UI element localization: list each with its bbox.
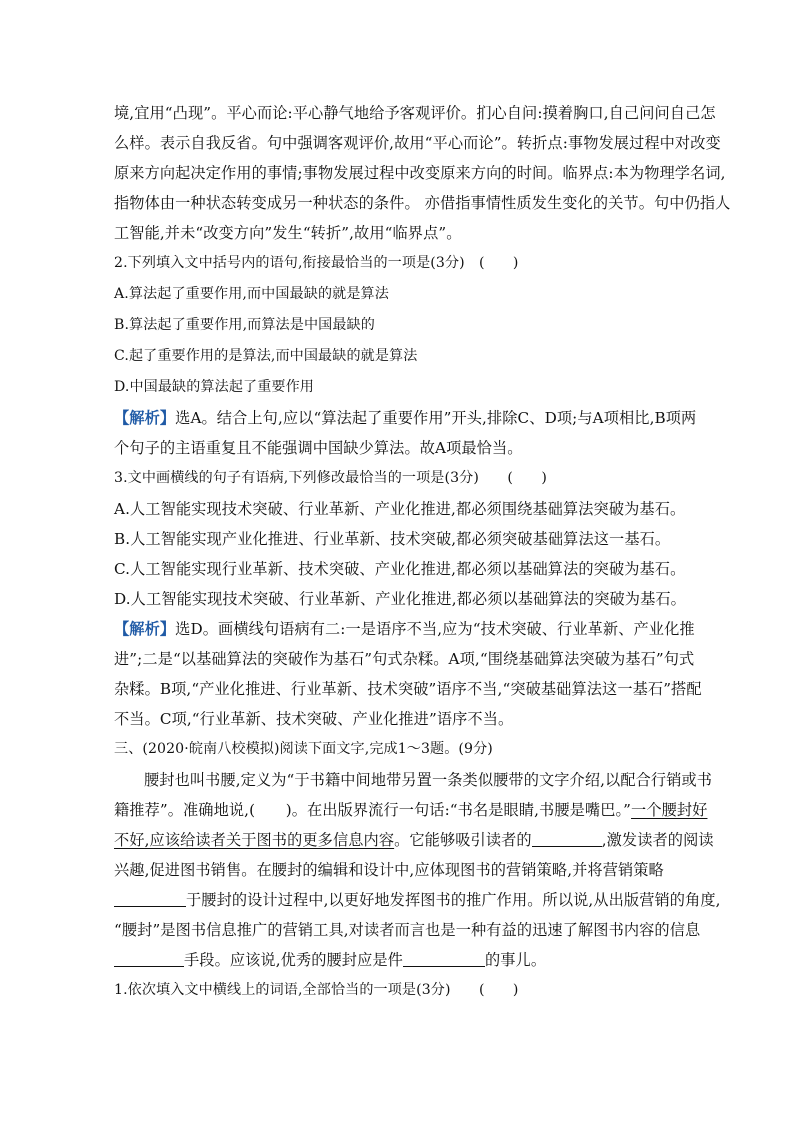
passage-line <box>114 945 688 975</box>
fill-blank <box>403 948 485 967</box>
analysis-tag: 【解析】 <box>114 409 176 427</box>
text-line: 工智能,并未“改变方向”发生“转折”,故用“临界点”。 <box>114 224 462 242</box>
option-c: C.人工智能实现行业革新、技术突破、产业化推进,都必须以基础算法的突破为基石。 <box>114 560 686 578</box>
text-line: 指物体由一种状态转变成另一种状态的条件。 亦借指事情性质发生变化的关节。句中仍指人 <box>114 194 731 212</box>
question-stem: 1.依次填入文中横线上的词语,全部恰当的一项是(3分) ( ) <box>114 982 519 998</box>
passage-text: 手段。应该说,优秀的腰封应是件 <box>184 951 403 969</box>
text-line: 么样。表示自我反省。句中强调客观评价,故用“平心而论”。转折点:事物发展过程中对改变 <box>114 134 721 152</box>
analysis-tag: 【解析】 <box>114 620 176 638</box>
fill-blank <box>532 828 602 847</box>
question-stem: 3.文中画横线的句子有语病,下列修改最恰当的一项是(3分) ( ) <box>114 470 547 486</box>
section-heading: 三、(2020·皖南八校模拟)阅读下面文字,完成1～3题。(9分) <box>114 741 493 757</box>
explanation-continued <box>114 98 731 248</box>
option-d: D.中国最缺的算法起了重要作用 <box>114 379 314 395</box>
analysis-text: 选D。画横线句语病有二:一是语序不当,应为“技术突破、行业革新、产业化推 <box>175 620 695 638</box>
fill-blank <box>114 948 184 967</box>
underlined-sentence: 不好,应该给读者关于图书的更多信息内容 <box>114 831 395 849</box>
underlined-sentence: 一个腰封好 <box>631 801 708 819</box>
question-stem: 2.下列填入文中括号内的语句,衔接最恰当的一项是(3分) ( ) <box>114 255 519 271</box>
option-c: C.起了重要作用的是算法,而中国最缺的就是算法 <box>114 348 418 364</box>
analysis-line <box>114 614 695 644</box>
passage-line <box>114 885 721 915</box>
passage-line: “腰封”是图书信息推广的营销工具,对读者而言也是一种有益的迅速了解图书内容的信息 <box>114 921 701 939</box>
analysis-line: 进”;二是“以基础算法的突破作为基石”句式杂糅。A项,“围绕基础算法突破为基石”句式 <box>114 650 695 668</box>
question-2 <box>114 248 697 463</box>
passage-text: ,激发读者的阅读 <box>601 831 714 849</box>
section-3 <box>114 734 721 1006</box>
option-a: A.算法起了重要作用,而中国最缺的就是算法 <box>114 286 389 302</box>
text-line: 境,宜用“凸现”。平心而论:平心静气地给予客观评价。扪心自问:摸着胸口,自己问问自己怎 <box>114 104 716 122</box>
analysis-text: 选A。结合上句,应以“算法起了重要作用”开头,排除C、D项;与A项相比,B项两 <box>175 409 697 427</box>
option-d: D.人工智能实现技术突破、行业革新、产业化推进,都必须以基础算法的突破为基石。 <box>114 590 686 608</box>
option-b: B.算法起了重要作用,而算法是中国最缺的 <box>114 317 375 333</box>
passage-line <box>114 795 708 825</box>
reading-passage <box>114 765 721 975</box>
question-3 <box>114 463 702 734</box>
analysis-line: 个句子的主语重复且不能强调中国缺少算法。故A项最恰当。 <box>114 439 523 457</box>
analysis-line: 杂糅。B项,“产业化推进、行业革新、技术突破”语序不当,“突破基础算法这一基石”搭配 <box>114 680 702 698</box>
passage-text: 。它能够吸引读者的 <box>394 831 532 849</box>
passage-text: 的事儿。 <box>484 951 547 969</box>
passage-line: 腰封也叫书腰,定义为“于书籍中间地带另置一条类似腰带的文字介绍,以配合行销或书 <box>144 771 713 789</box>
option-a: A.人工智能实现技术突破、行业革新、产业化推进,都必须围绕基础算法突破为基石。 <box>114 500 686 518</box>
passage-line: 兴趣,促进图书销售。在腰封的编辑和设计中,应体现图书的营销策略,并将营销策略 <box>114 861 664 879</box>
passage-text: 于腰封的设计过程中,以更好地发挥图书的推广作用。所以说,从出版营销的角度, <box>186 891 721 909</box>
passage-text: 籍推荐”。准确地说,( )。在出版界流行一句话:“书名是眼睛,书腰是嘴巴。” <box>114 801 632 819</box>
analysis-line: 不当。C项,“行业革新、技术突破、产业化推进”语序不当。 <box>114 710 514 728</box>
passage-line <box>114 825 714 855</box>
document-page <box>114 98 731 1006</box>
text-line: 原来方向起决定作用的事情;事物发展过程中改变原来方向的时间。临界点:本为物理学名词, <box>114 164 726 182</box>
option-b: B.人工智能实现产业化推进、行业革新、技术突破,都必须突破基础算法这一基石。 <box>114 530 671 548</box>
fill-blank <box>114 888 186 907</box>
analysis-line <box>114 403 697 433</box>
